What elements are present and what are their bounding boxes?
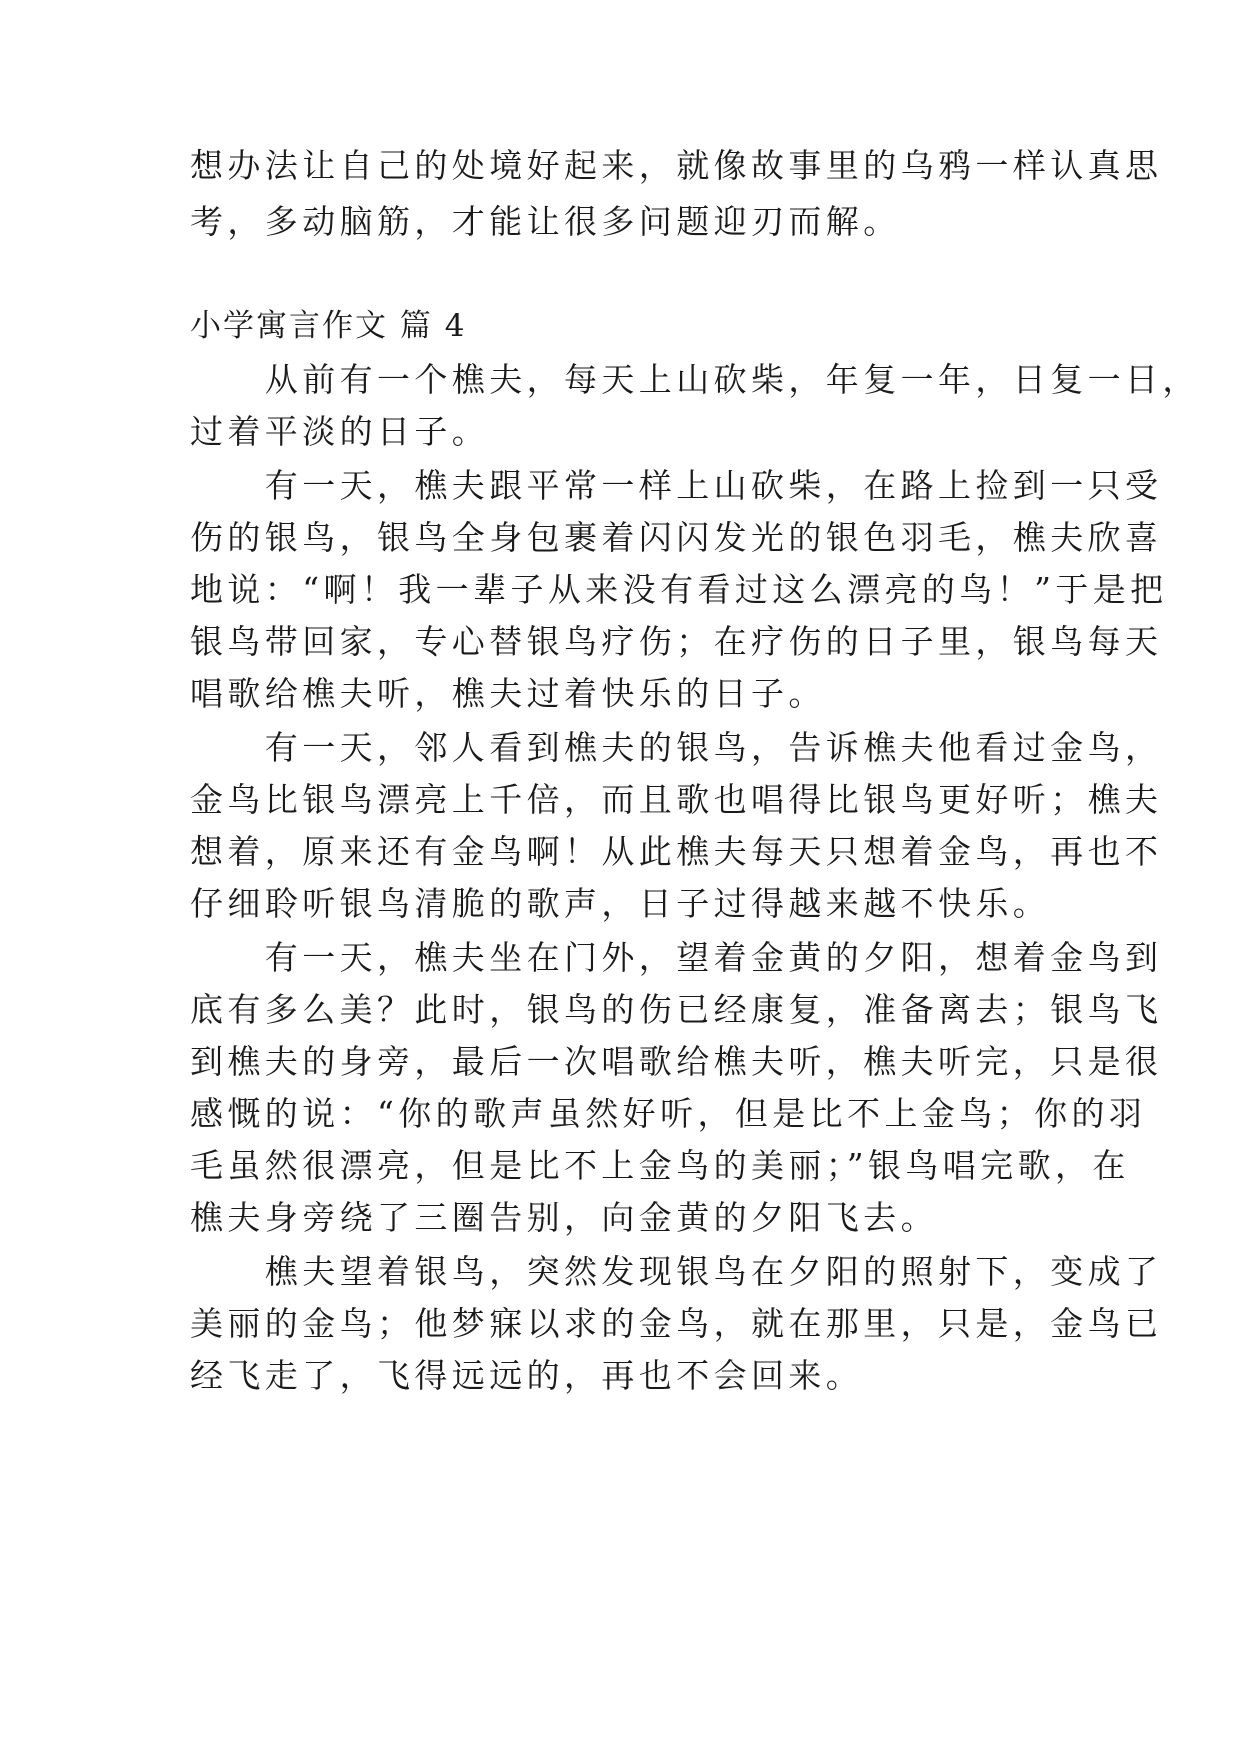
intro-line-1: 想办法让自己的处境好起来，就像故事里的乌鸦一样认真思 (190, 146, 1163, 185)
paragraph-3-line-3: 想着，原来还有金鸟啊！从此樵夫每天只想着金鸟，再也不 (190, 832, 1163, 871)
paragraph-5-line-1: 樵夫望着银鸟，突然发现银鸟在夕阳的照射下，变成了 (190, 1252, 1163, 1291)
paragraph-4-line-4: 感慨的说：“你的歌声虽然好听，但是比不上金鸟；你的羽 (190, 1094, 1147, 1133)
paragraph-2-line-3: 地说：“啊！我一辈子从来没有看过这么漂亮的鸟！”于是把 (190, 570, 1168, 609)
paragraph-2-line-4: 银鸟带回家，专心替银鸟疗伤；在疗伤的日子里，银鸟每天 (190, 622, 1163, 661)
paragraph-1-line-1: 从前有一个樵夫，每天上山砍柴，年复一年，日复一日， (190, 360, 1200, 399)
paragraph-5-line-3: 经飞走了，飞得远远的，再也不会回来。 (190, 1356, 864, 1395)
paragraph-4-line-1: 有一天，樵夫坐在门外，望着金黄的夕阳，想着金鸟到 (190, 938, 1163, 977)
paragraph-1-line-2: 过着平淡的日子。 (190, 412, 490, 451)
paragraph-3-line-1: 有一天，邻人看到樵夫的银鸟，告诉樵夫他看过金鸟， (190, 728, 1163, 767)
paragraph-4-line-3: 到樵夫的身旁，最后一次唱歌给樵夫听，樵夫听完，只是很 (190, 1042, 1163, 1081)
paragraph-2-line-1: 有一天，樵夫跟平常一样上山砍柴，在路上捡到一只受 (190, 466, 1163, 505)
paragraph-4-line-5: 毛虽然很漂亮，但是比不上金鸟的美丽；”银鸟唱完歌，在 (190, 1146, 1130, 1185)
paragraph-3-line-2: 金鸟比银鸟漂亮上千倍，而且歌也唱得比银鸟更好听；樵夫 (190, 780, 1163, 819)
paragraph-2-line-2: 伤的银鸟，银鸟全身包裹着闪闪发光的银色羽毛，樵夫欣喜 (190, 518, 1163, 557)
paragraph-4-line-6: 樵夫身旁绕了三圈告别，向金黄的夕阳飞去。 (190, 1198, 938, 1237)
section-title: 小学寓言作文 篇 4 (190, 308, 467, 344)
intro-line-2: 考，多动脑筋，才能让很多问题迎刃而解。 (190, 202, 901, 241)
paragraph-3-line-4: 仔细聆听银鸟清脆的歌声，日子过得越来越不快乐。 (190, 884, 1051, 923)
paragraph-4-line-2: 底有多么美？此时，银鸟的伤已经康复，准备离去；银鸟飞 (190, 990, 1163, 1029)
paragraph-5-line-2: 美丽的金鸟；他梦寐以求的金鸟，就在那里，只是，金鸟已 (190, 1304, 1163, 1343)
paragraph-2-line-5: 唱歌给樵夫听，樵夫过着快乐的日子。 (190, 674, 826, 713)
